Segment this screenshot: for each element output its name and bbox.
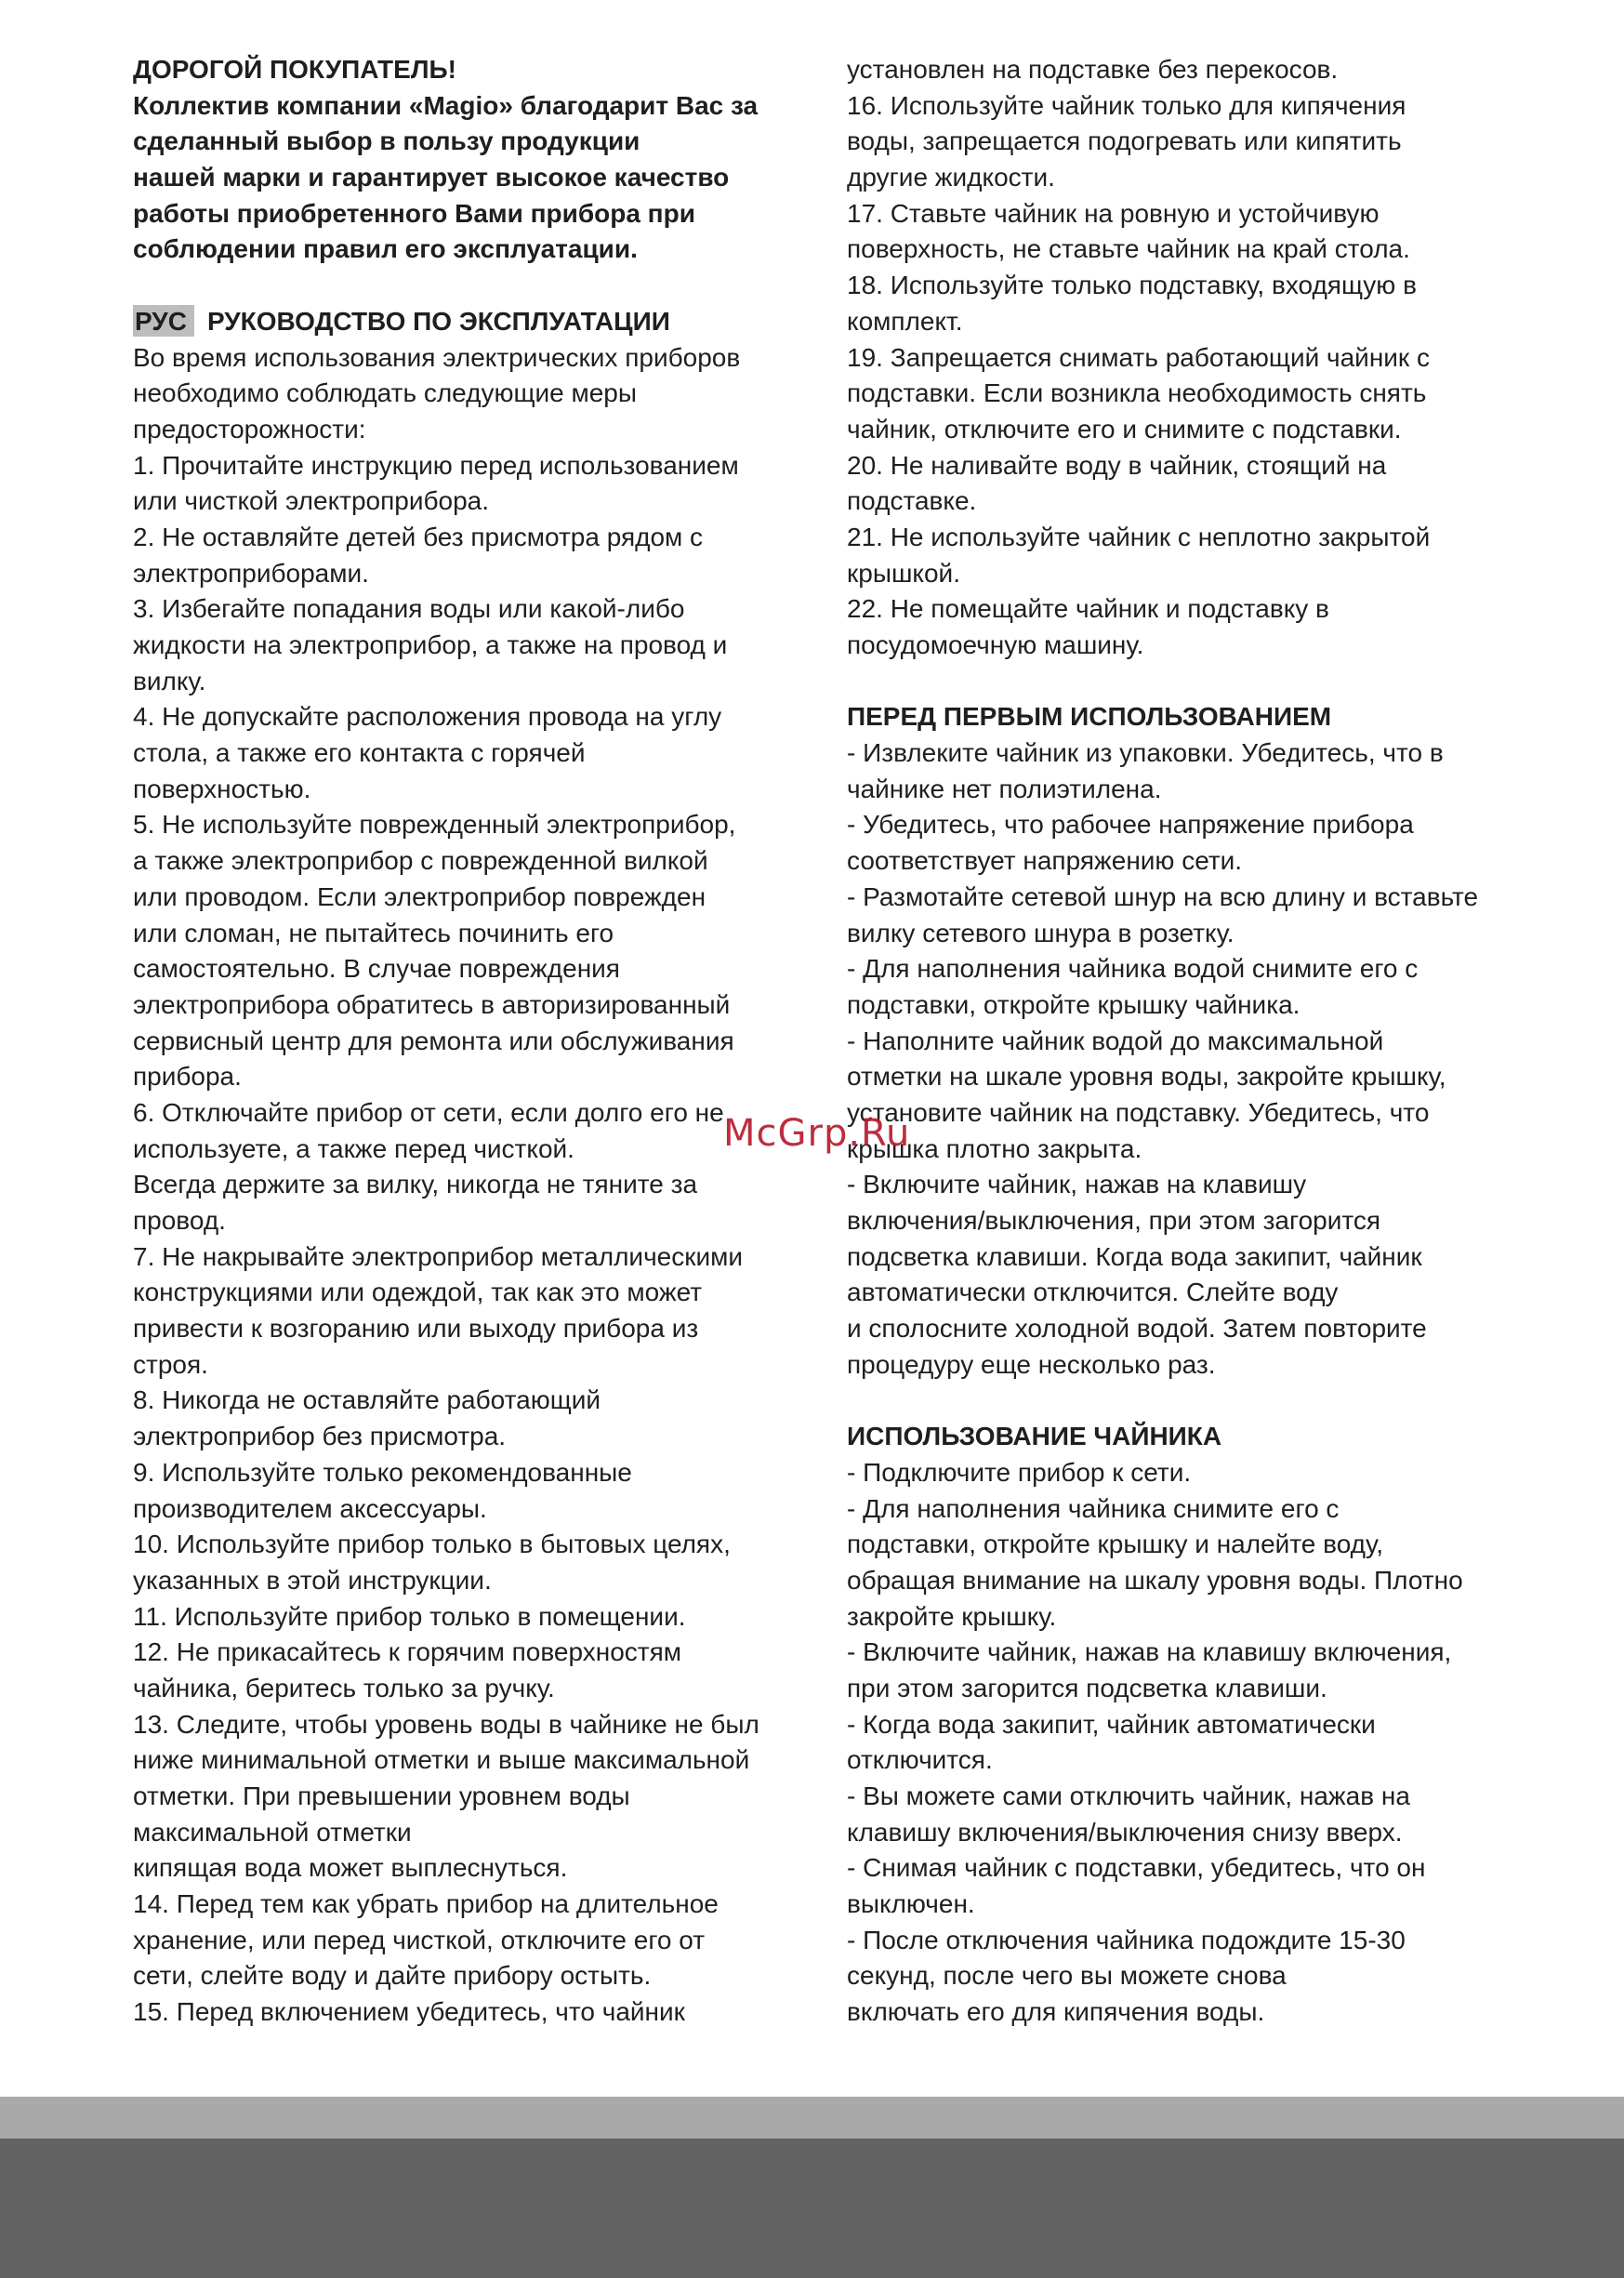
text-line: подставки, откройте крышку чайника. <box>847 989 1301 1019</box>
text-line: процедуру еще несколько раз. <box>847 1349 1216 1379</box>
left-column <box>133 52 816 2031</box>
right-column <box>847 52 1530 2031</box>
language-tag: РУС <box>133 305 194 337</box>
usage-instructions <box>847 1455 1530 2031</box>
text-line: жидкости на электроприбор, а также на провод и <box>133 630 728 659</box>
text-line: работы приобретенного Вами прибора при <box>133 198 695 228</box>
text-line: 20. Не наливайте воду в чайник, стоящий на <box>847 450 1387 480</box>
text-line: максимальной отметки <box>133 1817 412 1847</box>
text-line: электроприбора обратитесь в авторизированный <box>133 989 731 1019</box>
text-line: установлен на подставке без перекосов. <box>847 55 1339 84</box>
safety-instructions-left <box>133 340 816 2031</box>
text-line: 16. Используйте чайник только для кипячения <box>847 90 1406 120</box>
text-line: отметки на шкале уровня воды, закройте крышку, <box>847 1062 1446 1092</box>
text-line: 15. Перед включением убедитесь, что чайник <box>133 1997 685 2027</box>
text-line: - Когда вода закипит, чайник автоматически <box>847 1709 1376 1739</box>
text-line: или сломан, не пытайтесь починить его <box>133 918 614 947</box>
text-line: ниже минимальной отметки и выше максимальной <box>133 1745 750 1775</box>
text-line: сделанный выбор в пользу продукции <box>133 126 640 156</box>
text-line: включения/выключения, при этом загорится <box>847 1206 1381 1235</box>
text-line: чайник, отключите его и снимите с подставки. <box>847 414 1402 444</box>
text-line: 6. Отключайте прибор от сети, если долго его не <box>133 1097 724 1127</box>
text-line: самостоятельно. В случае повреждения <box>133 954 620 984</box>
spacer <box>847 1383 1530 1419</box>
text-line: электроприбор без присмотра. <box>133 1422 507 1451</box>
text-line: или чисткой электроприбора. <box>133 486 490 516</box>
text-line: вилку. <box>133 666 206 695</box>
text-line: - Для наполнения чайника водой снимите его с <box>847 954 1419 984</box>
text-line: используете, а также перед чисткой. <box>133 1133 574 1163</box>
text-line: 1. Прочитайте инструкцию перед использованием <box>133 450 739 480</box>
text-line: отметки. При превышении уровнем воды <box>133 1781 630 1810</box>
text-line: Во время использования электрических приборов <box>133 342 741 372</box>
first-use-title: ПЕРЕД ПЕРВЫМ ИСПОЛЬЗОВАНИЕМ <box>847 702 1332 732</box>
text-line: Коллектив компании «Magio» благодарит Вас за <box>133 90 759 120</box>
text-line: и сполосните холодной водой. Затем повторите <box>847 1314 1427 1344</box>
text-line: - Включите чайник, нажав на клавишу <box>847 1170 1307 1199</box>
text-line: - Извлеките чайник из упаковки. Убедитесь, что в <box>847 738 1444 768</box>
text-line: 10. Используйте прибор только в бытовых целях, <box>133 1530 731 1559</box>
text-line: - Включите чайник, нажав на клавишу включения, <box>847 1637 1452 1667</box>
text-line: - Наполните чайник водой до максимальной <box>847 1026 1384 1055</box>
text-line: - Подключите прибор к сети. <box>847 1457 1192 1487</box>
text-line: 7. Не накрывайте электроприбор металлическими <box>133 1241 744 1271</box>
text-line: - Для наполнения чайника снимите его с <box>847 1493 1340 1523</box>
text-line: 21. Не используйте чайник с неплотно закрытой <box>847 522 1431 551</box>
text-line: подставке. <box>847 486 977 516</box>
text-line: - Убедитесь, что рабочее напряжение прибора <box>847 810 1414 840</box>
text-line: вилку сетевого шнура в розетку. <box>847 918 1235 947</box>
text-line: хранение, или перед чисткой, отключите его от <box>133 1925 706 1954</box>
text-line: 9. Используйте только рекомендованные <box>133 1457 632 1487</box>
text-line: воды, запрещается подогревать или кипятить <box>847 126 1402 156</box>
text-line: прибора. <box>133 1062 242 1092</box>
intro-block <box>133 52 816 268</box>
text-line: предосторожности: <box>133 414 366 444</box>
text-line: 2. Не оставляйте детей без присмотра рядом с <box>133 522 704 551</box>
text-line: Всегда держите за вилку, никогда не тяните за <box>133 1170 698 1199</box>
text-line: подставки. Если возникла необходимость снять <box>847 378 1427 408</box>
usage-title: ИСПОЛЬЗОВАНИЕ ЧАЙНИКА <box>847 1422 1222 1451</box>
text-line: указанных в этой инструкции. <box>133 1565 492 1595</box>
text-line: поверхность, не ставьте чайник на край стола. <box>847 234 1410 264</box>
text-line: чайнике нет полиэтилена. <box>847 774 1162 803</box>
text-line: 18. Используйте только подставку, входящую в <box>847 271 1417 300</box>
text-line: клавишу включения/выключения снизу вверх. <box>847 1817 1403 1847</box>
text-line: - Вы можете сами отключить чайник, нажав на <box>847 1781 1410 1810</box>
text-line: чайника, беритесь только за ручку. <box>133 1673 555 1702</box>
text-line: соблюдении правил его эксплуатации. <box>133 234 638 264</box>
text-line: крышка плотно закрыта. <box>847 1133 1142 1163</box>
text-line: установите чайник на подставку. Убедитесь, что <box>847 1097 1430 1127</box>
spacer <box>847 664 1530 700</box>
text-line: подставки, откройте крышку и налейте воду, <box>847 1530 1383 1559</box>
text-line: 4. Не допускайте расположения провода на углу <box>133 702 722 732</box>
manual-heading <box>133 304 816 340</box>
text-line: включать его для кипячения воды. <box>847 1997 1265 2027</box>
text-line: конструкциями или одеждой, так как это может <box>133 1278 703 1307</box>
text-line: 14. Перед тем как убрать прибор на длительное <box>133 1889 719 1919</box>
text-line: электроприборами. <box>133 558 369 588</box>
text-line: 5. Не используйте поврежденный электроприбор, <box>133 810 736 840</box>
text-line: - Размотайте сетевой шнур на всю длину и вставьте <box>847 881 1479 911</box>
text-line: обращая внимание на шкалу уровня воды. Плотно <box>847 1565 1463 1595</box>
text-line: отключится. <box>847 1745 993 1775</box>
text-line: 3. Избегайте попадания воды или какой-либо <box>133 594 685 624</box>
text-line: 19. Запрещается снимать работающий чайник с <box>847 342 1430 372</box>
text-line: а также электроприбор с поврежденной вилкой <box>133 846 708 876</box>
text-line: - После отключения чайника подождите 15-30 <box>847 1925 1406 1954</box>
text-line: сервисный центр для ремонта или обслуживания <box>133 1026 734 1055</box>
text-line: посудомоечную машину. <box>847 630 1144 659</box>
text-line: 8. Никогда не оставляйте работающий <box>133 1385 601 1415</box>
text-line: производителем аксессуары. <box>133 1493 487 1523</box>
safety-instructions-right <box>847 52 1530 664</box>
text-line: стола, а также его контакта с горячей <box>133 738 586 768</box>
text-line: крышкой. <box>847 558 960 588</box>
text-line: или проводом. Если электроприбор поврежден <box>133 881 706 911</box>
text-line: кипящая вода может выплеснуться. <box>133 1853 568 1883</box>
text-line: другие жидкости. <box>847 163 1055 192</box>
text-line: привести к возгоранию или выходу прибора из <box>133 1314 699 1344</box>
text-line: сети, слейте воду и дайте прибору остыть. <box>133 1961 652 1991</box>
text-line: выключен. <box>847 1889 975 1919</box>
text-line: поверхностью. <box>133 774 311 803</box>
text-line: секунд, после чего вы можете снова <box>847 1961 1287 1991</box>
text-line: автоматически отключится. Слейте воду <box>847 1278 1339 1307</box>
spacer <box>133 268 816 304</box>
text-line: необходимо соблюдать следующие меры <box>133 378 637 408</box>
text-line: 22. Не помещайте чайник и подставку в <box>847 594 1329 624</box>
footer-band-light <box>0 2097 1624 2139</box>
text-line: 17. Ставьте чайник на ровную и устойчивую <box>847 198 1380 228</box>
text-line: строя. <box>133 1349 208 1379</box>
text-line: соответствует напряжению сети. <box>847 846 1243 876</box>
text-line: комплект. <box>847 306 963 336</box>
text-line: закройте крышку. <box>847 1601 1057 1631</box>
text-line: при этом загорится подсветка клавиши. <box>847 1673 1327 1702</box>
text-line: 11. Используйте прибор только в помещении. <box>133 1601 686 1631</box>
text-line: 12. Не прикасайтесь к горячим поверхностям <box>133 1637 682 1667</box>
text-line: ДОРОГОЙ ПОКУПАТЕЛЬ! <box>133 55 456 84</box>
footer-band-dark <box>0 2139 1624 2278</box>
text-line: нашей марки и гарантирует высокое качество <box>133 163 730 192</box>
text-line: провод. <box>133 1206 226 1235</box>
text-line: 13. Следите, чтобы уровень воды в чайнике не был <box>133 1709 759 1739</box>
manual-title: РУКОВОДСТВО ПО ЭКСПЛУАТАЦИИ <box>206 306 670 336</box>
text-line: подсветка клавиши. Когда вода закипит, чайник <box>847 1241 1422 1271</box>
text-line: - Снимая чайник с подставки, убедитесь, что он <box>847 1853 1426 1883</box>
watermark: McGrp.Ru <box>723 1112 911 1155</box>
first-use-instructions <box>847 735 1530 1383</box>
